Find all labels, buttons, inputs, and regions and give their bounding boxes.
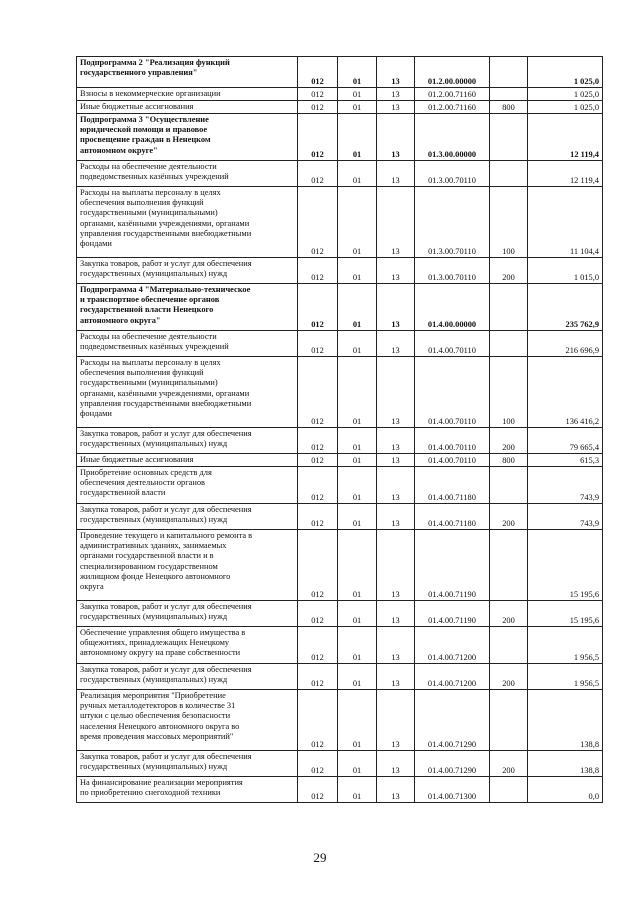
row-expense-type-code [490, 530, 528, 601]
row-expense-type-code [490, 467, 528, 504]
row-amount: 11 104,4 [528, 187, 603, 258]
row-amount: 1 015,0 [528, 258, 603, 284]
row-grbs-code: 012 [298, 627, 338, 664]
row-description [77, 504, 298, 530]
row-amount: 216 696,9 [528, 331, 603, 357]
row-amount: 138,8 [528, 751, 603, 777]
table-row [77, 504, 603, 530]
row-description-text: Подпрограмма 4 "Материально-техническое и транспортное обеспечение органов государственной власти Ненецкого автономного округа" [80, 285, 251, 325]
row-grbs-code: 012 [298, 530, 338, 601]
row-amount: 12 119,4 [528, 114, 603, 161]
row-description-text: На финансирование реализации мероприятия по приобретению снегоходной техники [80, 778, 243, 798]
row-grbs-code: 012 [298, 161, 338, 187]
row-target-article-code: 01.4.00.71190 [415, 601, 490, 627]
row-description [77, 627, 298, 664]
row-description [77, 454, 298, 467]
table-row [77, 331, 603, 357]
table-row [77, 101, 603, 114]
row-amount: 235 762,9 [528, 284, 603, 331]
row-amount: 0,0 [528, 777, 603, 803]
row-grbs-code: 012 [298, 258, 338, 284]
row-expense-type-code: 800 [490, 454, 528, 467]
row-target-article-code: 01.2.00.00000 [415, 57, 490, 88]
row-subsection-code: 13 [377, 690, 415, 751]
row-amount: 1 025,0 [528, 101, 603, 114]
table-row [77, 88, 603, 101]
row-description [77, 187, 298, 258]
row-target-article-code: 01.4.00.71200 [415, 627, 490, 664]
row-amount: 615,3 [528, 454, 603, 467]
row-target-article-code: 01.4.00.70110 [415, 331, 490, 357]
row-grbs-code: 012 [298, 601, 338, 627]
row-description-text: Закупка товаров, работ и услуг для обеспечения государственных (муниципальных) нужд [80, 752, 252, 772]
row-description-text: Закупка товаров, работ и услуг для обеспечения государственных (муниципальных) нужд [80, 665, 252, 685]
table-row [77, 428, 603, 454]
row-description-text: Иные бюджетные ассигнования [80, 455, 194, 464]
table-row [77, 357, 603, 428]
row-grbs-code: 012 [298, 690, 338, 751]
row-description-text: Расходы на выплаты персоналу в целях обеспечения выполнения функций государственными (муниципальными) органами, казёнными учреждениями, органами управления государственными внебюджетными фондами [80, 358, 252, 419]
row-amount: 79 665,4 [528, 428, 603, 454]
row-section-code: 01 [338, 187, 377, 258]
row-subsection-code: 13 [377, 101, 415, 114]
row-amount: 1 956,5 [528, 627, 603, 664]
row-description [77, 530, 298, 601]
row-expense-type-code [490, 88, 528, 101]
row-section-code: 01 [338, 357, 377, 428]
row-target-article-code: 01.4.00.71190 [415, 530, 490, 601]
row-description-text: Закупка товаров, работ и услуг для обеспечения государственных (муниципальных) нужд [80, 429, 252, 449]
row-expense-type-code: 200 [490, 258, 528, 284]
row-subsection-code: 13 [377, 57, 415, 88]
row-description [77, 601, 298, 627]
row-subsection-code: 13 [377, 331, 415, 357]
table-row [77, 454, 603, 467]
row-target-article-code: 01.4.00.71180 [415, 504, 490, 530]
row-expense-type-code [490, 777, 528, 803]
table-row [77, 57, 603, 88]
table-row [77, 664, 603, 690]
row-description [77, 101, 298, 114]
row-description [77, 690, 298, 751]
row-target-article-code: 01.3.00.00000 [415, 114, 490, 161]
row-description [77, 357, 298, 428]
row-section-code: 01 [338, 601, 377, 627]
row-grbs-code: 012 [298, 428, 338, 454]
row-expense-type-code: 100 [490, 187, 528, 258]
row-section-code: 01 [338, 88, 377, 101]
row-description [77, 428, 298, 454]
table-row [77, 601, 603, 627]
row-grbs-code: 012 [298, 88, 338, 101]
budget-table [76, 56, 603, 803]
row-section-code: 01 [338, 331, 377, 357]
row-subsection-code: 13 [377, 187, 415, 258]
row-expense-type-code: 200 [490, 428, 528, 454]
row-expense-type-code: 200 [490, 751, 528, 777]
row-target-article-code: 01.3.00.70110 [415, 161, 490, 187]
row-expense-type-code [490, 161, 528, 187]
table-row [77, 530, 603, 601]
row-section-code: 01 [338, 114, 377, 161]
row-subsection-code: 13 [377, 258, 415, 284]
row-amount: 136 416,2 [528, 357, 603, 428]
row-amount: 1 956,5 [528, 664, 603, 690]
row-grbs-code: 012 [298, 777, 338, 803]
budget-table-container [76, 56, 602, 803]
row-section-code: 01 [338, 751, 377, 777]
row-expense-type-code: 200 [490, 504, 528, 530]
row-subsection-code: 13 [377, 114, 415, 161]
row-description-text: Подпрограмма 2 "Реализация функций государственного управления" [80, 58, 230, 78]
row-grbs-code: 012 [298, 751, 338, 777]
row-amount: 1 025,0 [528, 88, 603, 101]
row-section-code: 01 [338, 57, 377, 88]
row-section-code: 01 [338, 454, 377, 467]
row-description-text: Расходы на выплаты персоналу в целях обеспечения выполнения функций государственными (муниципальными) органами, казёнными учреждениями, органами управления государственными внебюджетными фондами [80, 188, 252, 249]
row-target-article-code: 01.4.00.70110 [415, 428, 490, 454]
table-row [77, 187, 603, 258]
row-target-article-code: 01.4.00.71300 [415, 777, 490, 803]
row-description-text: Взносы в некоммерческие организации [80, 89, 221, 98]
row-target-article-code: 01.2.00.71160 [415, 88, 490, 101]
row-grbs-code: 012 [298, 467, 338, 504]
row-description [77, 258, 298, 284]
table-row [77, 777, 603, 803]
row-expense-type-code [490, 284, 528, 331]
row-target-article-code: 01.4.00.71200 [415, 664, 490, 690]
row-description-text: Закупка товаров, работ и услуг для обеспечения государственных (муниципальных) нужд [80, 602, 252, 622]
row-grbs-code: 012 [298, 454, 338, 467]
row-expense-type-code: 100 [490, 357, 528, 428]
budget-table-body [77, 57, 603, 803]
row-target-article-code: 01.4.00.71290 [415, 690, 490, 751]
row-description [77, 161, 298, 187]
row-section-code: 01 [338, 664, 377, 690]
row-amount: 12 119,4 [528, 161, 603, 187]
row-section-code: 01 [338, 777, 377, 803]
row-grbs-code: 012 [298, 504, 338, 530]
row-section-code: 01 [338, 258, 377, 284]
row-description [77, 331, 298, 357]
table-row [77, 751, 603, 777]
row-subsection-code: 13 [377, 467, 415, 504]
table-row [77, 114, 603, 161]
row-subsection-code: 13 [377, 454, 415, 467]
row-target-article-code: 01.4.00.71180 [415, 467, 490, 504]
row-section-code: 01 [338, 161, 377, 187]
row-description-text: Расходы на обеспечение деятельности подведомственных казённых учреждений [80, 162, 229, 182]
row-amount: 743,9 [528, 467, 603, 504]
row-description-text: Обеспечение управления общего имущества в общежитиях, принадлежащих Ненецкому автономному округу на праве собственности [80, 628, 246, 658]
table-row [77, 161, 603, 187]
row-section-code: 01 [338, 504, 377, 530]
row-subsection-code: 13 [377, 504, 415, 530]
row-section-code: 01 [338, 467, 377, 504]
row-description-text: Расходы на обеспечение деятельности подведомственных казённых учреждений [80, 332, 229, 352]
row-section-code: 01 [338, 428, 377, 454]
row-amount: 15 195,6 [528, 601, 603, 627]
row-grbs-code: 012 [298, 57, 338, 88]
row-description-text: Подпрограмма 3 "Осуществление юридической помощи и правовое просвещение граждан в Ненецком автономном округе" [80, 115, 211, 155]
row-target-article-code: 01.4.00.70110 [415, 357, 490, 428]
row-description [77, 88, 298, 101]
row-description-text: Закупка товаров, работ и услуг для обеспечения государственных (муниципальных) нужд [80, 505, 252, 525]
row-subsection-code: 13 [377, 284, 415, 331]
row-section-code: 01 [338, 690, 377, 751]
row-target-article-code: 01.4.00.70110 [415, 454, 490, 467]
row-amount: 1 025,0 [528, 57, 603, 88]
row-subsection-code: 13 [377, 530, 415, 601]
row-amount: 138,8 [528, 690, 603, 751]
row-target-article-code: 01.4.00.00000 [415, 284, 490, 331]
table-row [77, 690, 603, 751]
row-grbs-code: 012 [298, 101, 338, 114]
row-description [77, 751, 298, 777]
row-amount: 743,9 [528, 504, 603, 530]
row-section-code: 01 [338, 530, 377, 601]
row-subsection-code: 13 [377, 88, 415, 101]
row-target-article-code: 01.3.00.70110 [415, 187, 490, 258]
row-expense-type-code: 200 [490, 664, 528, 690]
row-grbs-code: 012 [298, 114, 338, 161]
row-grbs-code: 012 [298, 187, 338, 258]
row-expense-type-code [490, 331, 528, 357]
row-subsection-code: 13 [377, 428, 415, 454]
table-row [77, 284, 603, 331]
row-subsection-code: 13 [377, 777, 415, 803]
row-subsection-code: 13 [377, 357, 415, 428]
row-description [77, 777, 298, 803]
row-description [77, 467, 298, 504]
row-description-text: Проведение текущего и капитального ремонта в административных зданиях, занимаемых органами государственной власти и в специализированном государственном жилищном фонде Ненецкого автономного округа [80, 531, 253, 592]
row-target-article-code: 01.2.00.71160 [415, 101, 490, 114]
row-grbs-code: 012 [298, 331, 338, 357]
row-grbs-code: 012 [298, 284, 338, 331]
row-subsection-code: 13 [377, 161, 415, 187]
table-row [77, 258, 603, 284]
row-expense-type-code [490, 114, 528, 161]
row-subsection-code: 13 [377, 751, 415, 777]
row-section-code: 01 [338, 101, 377, 114]
row-section-code: 01 [338, 627, 377, 664]
row-description [77, 284, 298, 331]
table-row [77, 467, 603, 504]
row-description [77, 57, 298, 88]
row-description [77, 664, 298, 690]
row-grbs-code: 012 [298, 357, 338, 428]
page-number: 29 [313, 850, 327, 865]
row-subsection-code: 13 [377, 664, 415, 690]
row-description-text: Закупка товаров, работ и услуг для обеспечения государственных (муниципальных) нужд [80, 259, 252, 279]
row-section-code: 01 [338, 284, 377, 331]
row-expense-type-code: 200 [490, 601, 528, 627]
table-row [77, 627, 603, 664]
row-grbs-code: 012 [298, 664, 338, 690]
row-subsection-code: 13 [377, 627, 415, 664]
row-amount: 15 195,6 [528, 530, 603, 601]
row-expense-type-code [490, 627, 528, 664]
row-target-article-code: 01.3.00.70110 [415, 258, 490, 284]
row-expense-type-code [490, 57, 528, 88]
row-description-text: Реализация мероприятия "Приобретение ручных металлодетекторов в количестве 31 штуки с целью обеспечения безопасности населения Ненецкого автономного округа во время проведения массовых мероприятий" [80, 691, 240, 741]
row-expense-type-code [490, 690, 528, 751]
row-description [77, 114, 298, 161]
row-target-article-code: 01.4.00.71290 [415, 751, 490, 777]
row-description-text: Иные бюджетные ассигнования [80, 102, 194, 111]
row-subsection-code: 13 [377, 601, 415, 627]
row-expense-type-code: 800 [490, 101, 528, 114]
row-description-text: Приобретение основных средств для обеспечения деятельности органов государственной власти [80, 468, 212, 498]
